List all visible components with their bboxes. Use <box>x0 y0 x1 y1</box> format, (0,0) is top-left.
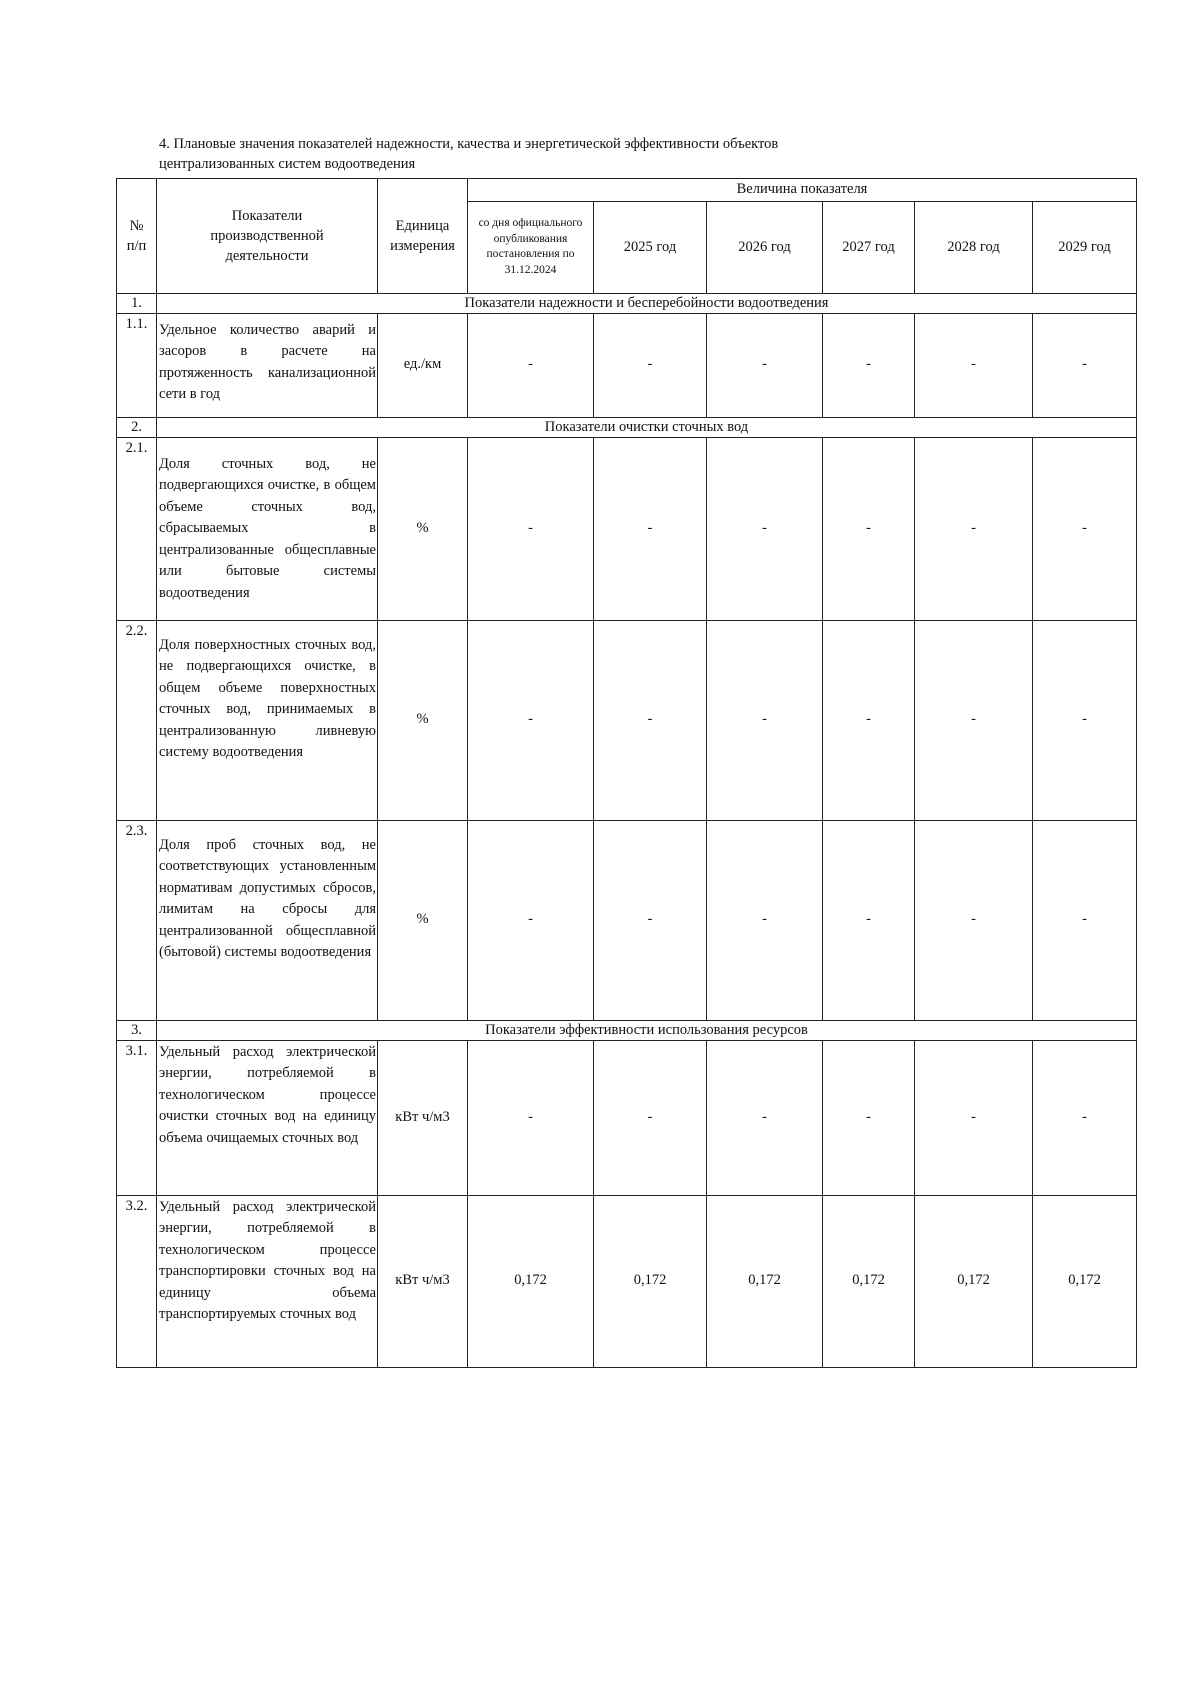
row-value: - <box>1033 1040 1137 1195</box>
row-value: - <box>707 313 823 417</box>
heading-line-1: 4. Плановые значения показателей надежности, качества и энергетической эффективности объектов <box>159 136 779 152</box>
row-indicator-name: Удельный расход электрической энергии, потребляемой в технологическом процессе очистки сточных вод на единицу объема очищаемых сточных вод <box>157 1040 378 1195</box>
row-num: 3.1. <box>117 1040 157 1195</box>
row-value: - <box>915 1040 1033 1195</box>
section-num: 2. <box>117 417 157 437</box>
row-value: - <box>468 820 594 1020</box>
row-indicator-name: Доля сточных вод, не подвергающихся очистке, в общем объеме сточных вод, сбрасываемых в централизованные общесплавные или бытовые системы водоотведения <box>157 437 378 620</box>
section-title: Показатели эффективности использования ресурсов <box>157 1020 1137 1040</box>
row-value: - <box>594 820 707 1020</box>
row-value: - <box>823 313 915 417</box>
header-indicator: Показатели производственной деятельности <box>157 179 378 294</box>
row-value: - <box>915 820 1033 1020</box>
table-row <box>117 820 1137 1020</box>
row-value: - <box>707 820 823 1020</box>
section-row <box>117 1020 1137 1040</box>
row-value: 0,172 <box>1033 1195 1137 1367</box>
section-num: 3. <box>117 1020 157 1040</box>
header-period-1: 2025 год <box>594 201 707 293</box>
row-value: 0,172 <box>594 1195 707 1367</box>
table-row <box>117 313 1137 417</box>
row-num: 2.2. <box>117 620 157 820</box>
header-period-0: со дня официального опубликования постановления по 31.12.2024 <box>468 201 594 293</box>
section-num: 1. <box>117 293 157 313</box>
row-indicator-name: Удельный расход электрической энергии, потребляемой в технологическом процессе транспортировки сточных вод на единицу объема транспортируемых сточных вод <box>157 1195 378 1367</box>
row-value: - <box>594 437 707 620</box>
row-value: - <box>1033 820 1137 1020</box>
section-title: Показатели очистки сточных вод <box>157 417 1137 437</box>
header-row-1 <box>117 179 1137 202</box>
row-value: 0,172 <box>823 1195 915 1367</box>
table-row <box>117 1040 1137 1195</box>
indicators-table <box>116 178 1137 1368</box>
row-value: - <box>594 1040 707 1195</box>
row-value: - <box>468 620 594 820</box>
row-unit: кВт ч/м3 <box>378 1195 468 1367</box>
table-row <box>117 437 1137 620</box>
row-value: - <box>707 1040 823 1195</box>
row-value: - <box>468 313 594 417</box>
row-value: - <box>468 1040 594 1195</box>
row-value: - <box>915 437 1033 620</box>
row-indicator-name: Доля поверхностных сточных вод, не подвергающихся очистке, в общем объеме поверхностных сточных вод, принимаемых в централизованную ливневую систему водоотведения <box>157 620 378 820</box>
row-unit: ед./км <box>378 313 468 417</box>
header-period-3: 2027 год <box>823 201 915 293</box>
row-value: - <box>707 620 823 820</box>
row-unit: % <box>378 620 468 820</box>
row-value: - <box>823 620 915 820</box>
header-period-5: 2029 год <box>1033 201 1137 293</box>
document-heading <box>159 134 1059 174</box>
row-value: 0,172 <box>915 1195 1033 1367</box>
heading-line-2: централизованных систем водоотведения <box>159 156 416 172</box>
table-row <box>117 1195 1137 1367</box>
header-unit: Единица измерения <box>378 179 468 294</box>
row-num: 2.1. <box>117 437 157 620</box>
row-indicator-name: Доля проб сточных вод, не соответствующих установленным нормативам допустимых сбросов, лимитам на сбросы для централизованной общесплавной (бытовой) системы водоотведения <box>157 820 378 1020</box>
section-row <box>117 417 1137 437</box>
row-value: - <box>594 620 707 820</box>
header-group: Величина показателя <box>468 179 1137 202</box>
row-unit: % <box>378 437 468 620</box>
row-unit: кВт ч/м3 <box>378 1040 468 1195</box>
header-period-4: 2028 год <box>915 201 1033 293</box>
row-value: - <box>823 820 915 1020</box>
row-value: 0,172 <box>468 1195 594 1367</box>
row-value: - <box>915 313 1033 417</box>
section-row <box>117 293 1137 313</box>
row-value: - <box>594 313 707 417</box>
row-num: 2.3. <box>117 820 157 1020</box>
header-period-2: 2026 год <box>707 201 823 293</box>
row-value: - <box>1033 313 1137 417</box>
row-num: 1.1. <box>117 313 157 417</box>
section-title: Показатели надежности и бесперебойности водоотведения <box>157 293 1137 313</box>
row-value: - <box>707 437 823 620</box>
row-num: 3.2. <box>117 1195 157 1367</box>
row-indicator-name: Удельное количество аварий и засоров в расчете на протяженность канализационной сети в год <box>157 313 378 417</box>
row-value: - <box>823 1040 915 1195</box>
table-row <box>117 620 1137 820</box>
header-num: № п/п <box>117 179 157 294</box>
row-value: - <box>1033 437 1137 620</box>
row-unit: % <box>378 820 468 1020</box>
row-value: - <box>1033 620 1137 820</box>
row-value: - <box>468 437 594 620</box>
row-value: - <box>823 437 915 620</box>
row-value: 0,172 <box>707 1195 823 1367</box>
row-value: - <box>915 620 1033 820</box>
